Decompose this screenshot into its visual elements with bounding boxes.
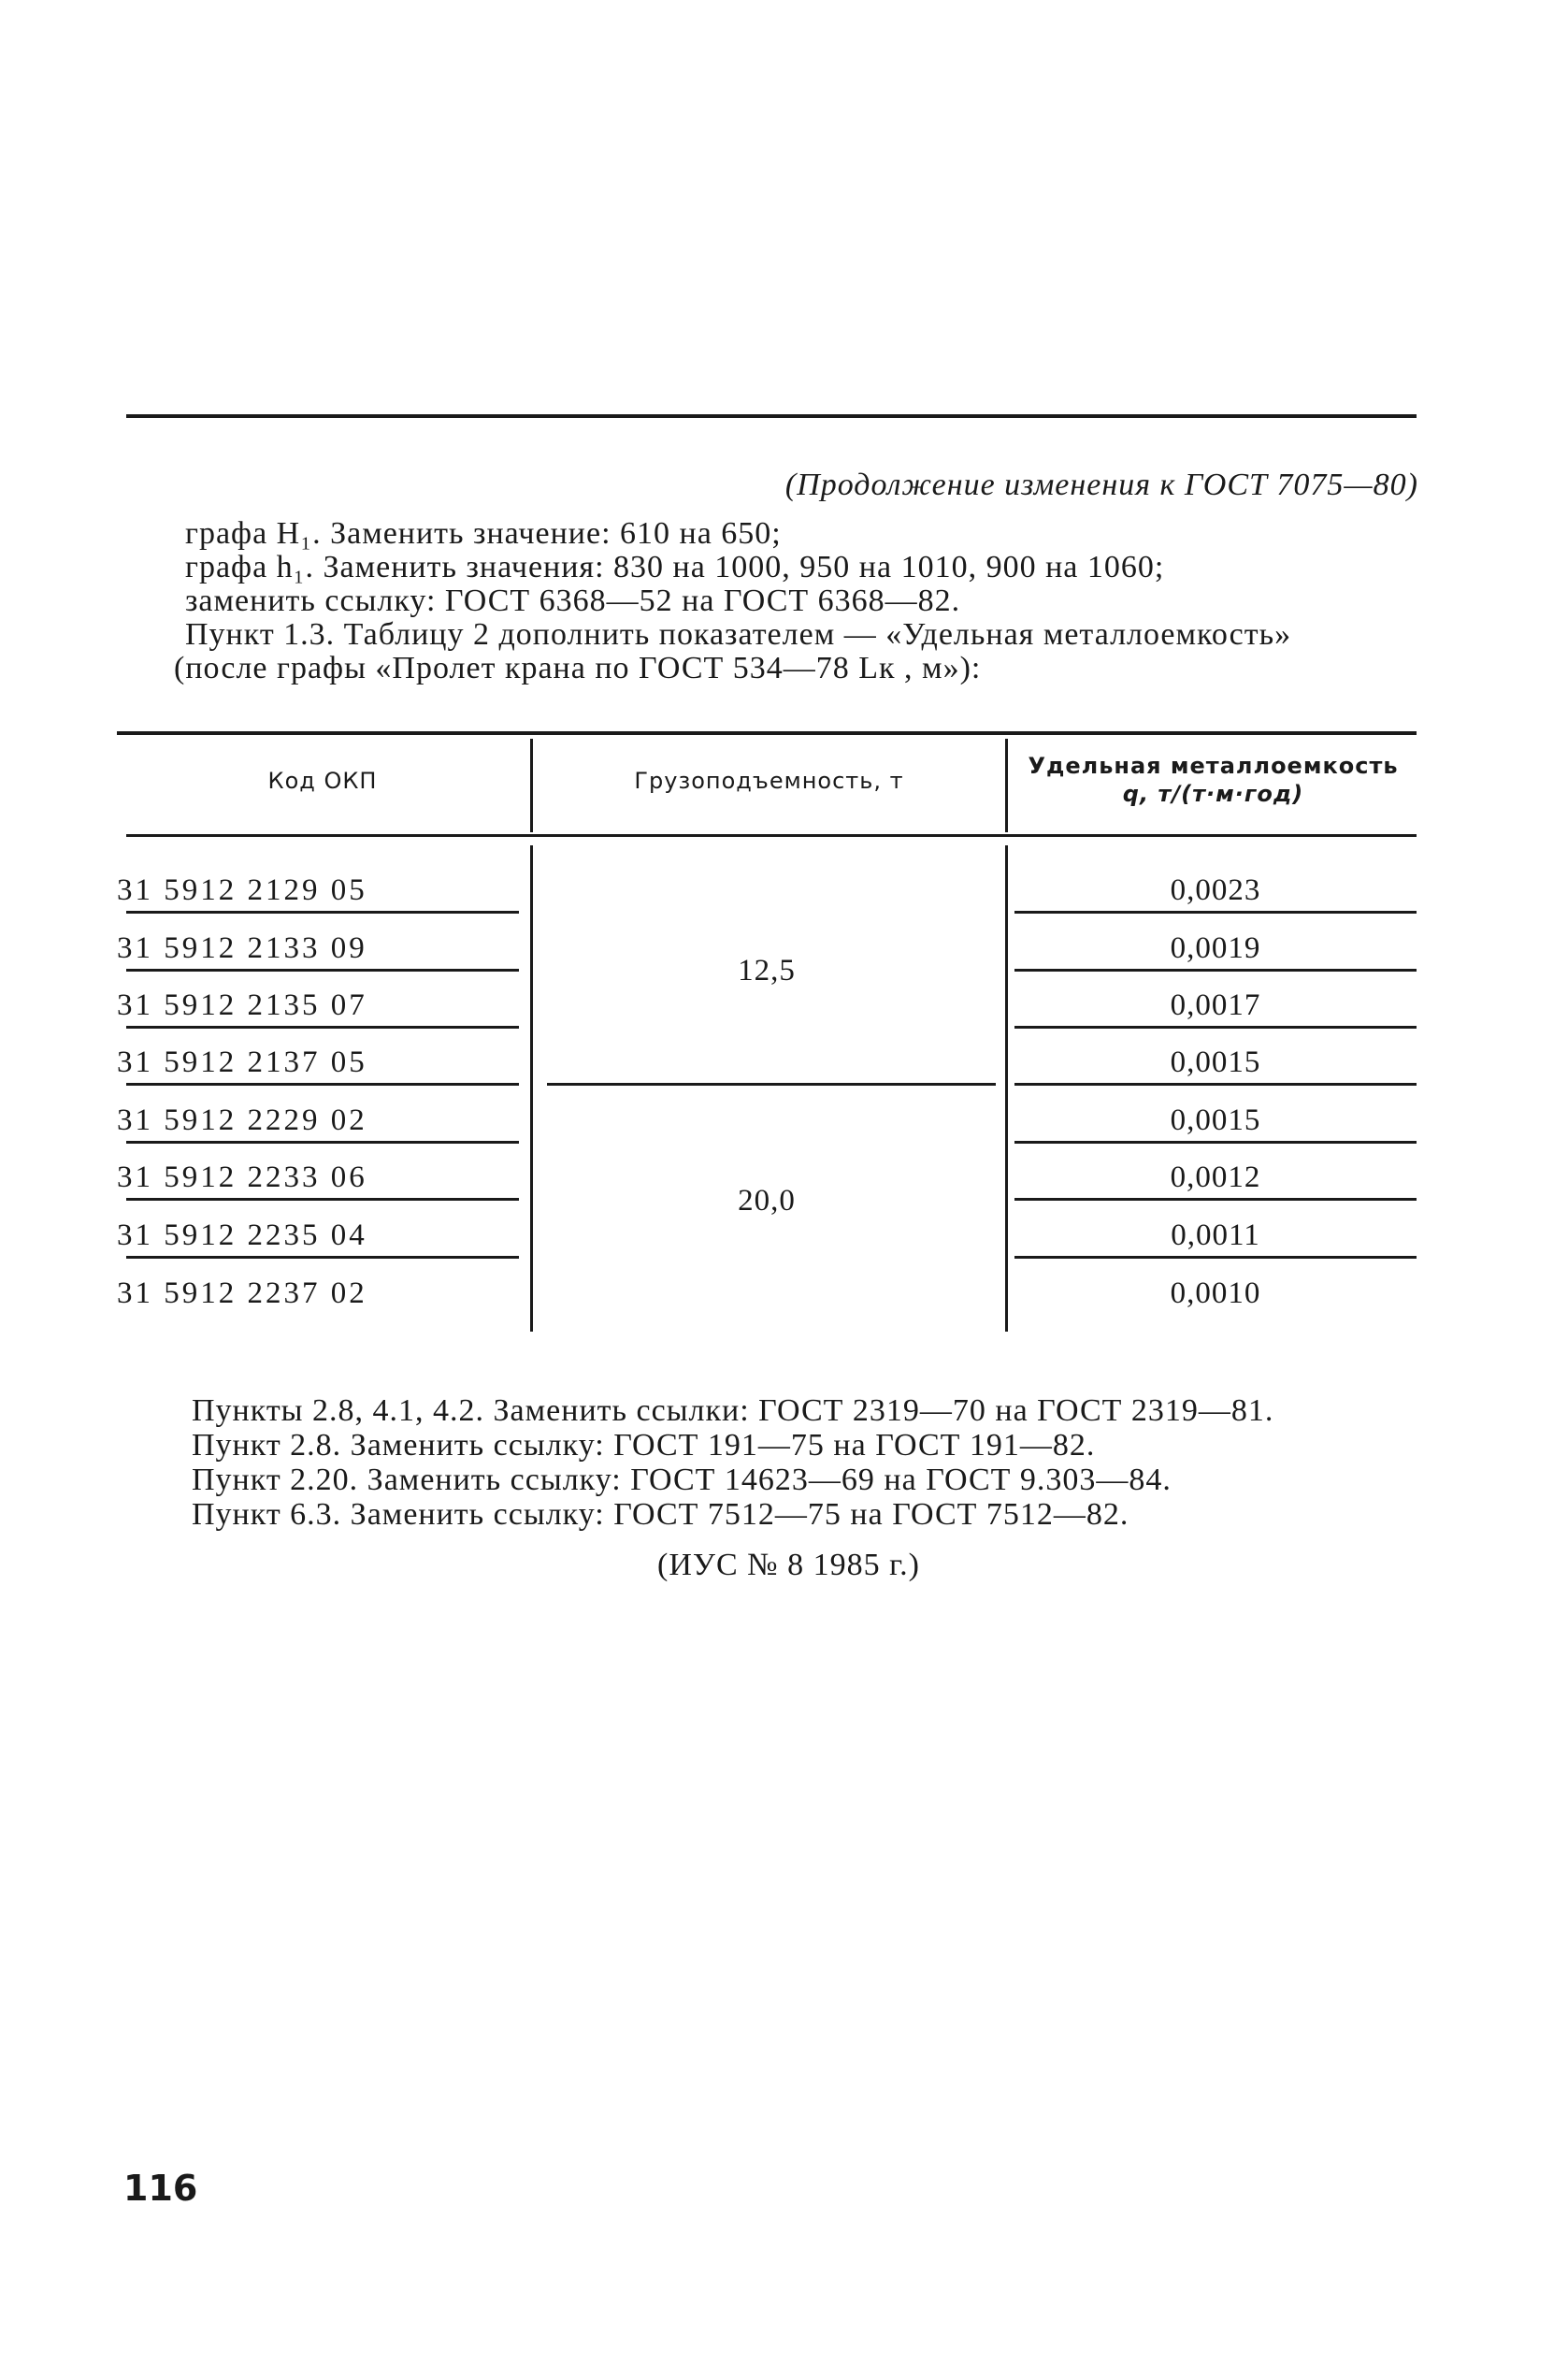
metal-intensity-cell: 0,0023: [1170, 873, 1261, 907]
body-divider: [530, 845, 533, 1332]
row-rule: [1014, 911, 1417, 914]
row-rule: [126, 1198, 519, 1201]
capacity-cell: 20,0: [738, 1184, 796, 1218]
row-rule: [126, 969, 519, 972]
row-rule: [126, 1141, 519, 1144]
metal-intensity-cell: 0,0011: [1171, 1218, 1260, 1252]
header-capacity: Грузоподъемность, т: [634, 768, 904, 794]
page-number: 116: [123, 2168, 198, 2209]
okp-code-cell: 31 5912 2133 09: [117, 931, 367, 965]
note-line: Пункт 2.20. Заменить ссылку: ГОСТ 14623—69 на ГОСТ 9.303—84.: [192, 1463, 1172, 1497]
header-metal-intensity-unit: q, т/(т·м·год): [1122, 781, 1304, 807]
metal-intensity-table: [117, 731, 1417, 1334]
row-rule: [1014, 1256, 1417, 1259]
row-rule: [1014, 1026, 1417, 1029]
okp-code-cell: 31 5912 2129 05: [117, 873, 367, 907]
metal-intensity-cell: 0,0015: [1170, 1045, 1261, 1079]
row-rule: [1014, 1141, 1417, 1144]
metal-intensity-cell: 0,0015: [1170, 1103, 1261, 1137]
note-line: Пункт 6.3. Заменить ссылку: ГОСТ 7512—75 на ГОСТ 7512—82.: [192, 1497, 1129, 1532]
okp-code-cell: 31 5912 2137 05: [117, 1045, 367, 1079]
amendment-paragraph: [174, 516, 1419, 685]
row-rule: [126, 1256, 519, 1259]
continuation-title: (Продолжение изменения к ГОСТ 7075—80): [784, 468, 1418, 502]
row-rule: [126, 1083, 519, 1086]
top-rule: [126, 414, 1417, 418]
okp-code-cell: 31 5912 2229 02: [117, 1103, 367, 1137]
paragraph-line: графа H₁. Заменить значение: 610 на 650;: [185, 516, 782, 551]
paragraph-line: Пункт 1.3. Таблицу 2 дополнить показателем — «Удельная металлоемкость»: [185, 617, 1292, 652]
metal-intensity-cell: 0,0017: [1170, 988, 1261, 1022]
okp-code-cell: 31 5912 2135 07: [117, 988, 367, 1022]
table-header-rule: [126, 834, 1417, 837]
note-line: Пункт 2.8. Заменить ссылку: ГОСТ 191—75 на ГОСТ 191—82.: [192, 1428, 1096, 1463]
body-divider: [1005, 845, 1008, 1332]
note-line: Пункты 2.8, 4.1, 4.2. Заменить ссылки: ГОСТ 2319—70 на ГОСТ 2319—81.: [192, 1393, 1274, 1428]
capacity-group-rule: [547, 1083, 996, 1086]
header-okp-code: Код ОКП: [267, 768, 378, 794]
capacity-cell: 12,5: [738, 954, 796, 987]
row-rule: [126, 911, 519, 914]
okp-code-cell: 31 5912 2237 02: [117, 1276, 367, 1310]
paragraph-line: графа h₁. Заменить значения: 830 на 1000, 950 на 1010, 900 на 1060;: [185, 550, 1165, 584]
reference-notes: [192, 1393, 1426, 1532]
okp-code-cell: 31 5912 2235 04: [117, 1218, 367, 1252]
row-rule: [1014, 1083, 1417, 1086]
header-metal-intensity: Удельная металлоемкость: [1028, 753, 1399, 779]
paragraph-line: заменить ссылку: ГОСТ 6368—52 на ГОСТ 6368—82.: [185, 584, 961, 618]
row-rule: [126, 1026, 519, 1029]
header-divider: [1005, 739, 1008, 832]
metal-intensity-cell: 0,0012: [1170, 1160, 1261, 1194]
ius-reference: (ИУС № 8 1985 г.): [657, 1548, 920, 1582]
metal-intensity-cell: 0,0010: [1170, 1276, 1261, 1310]
row-rule: [1014, 969, 1417, 972]
metal-intensity-cell: 0,0019: [1170, 931, 1261, 965]
okp-code-cell: 31 5912 2233 06: [117, 1160, 367, 1194]
table-top-rule: [117, 731, 1417, 735]
paragraph-line: (после графы «Пролет крана по ГОСТ 534—78 Lк , м»):: [174, 651, 982, 685]
row-rule: [1014, 1198, 1417, 1201]
